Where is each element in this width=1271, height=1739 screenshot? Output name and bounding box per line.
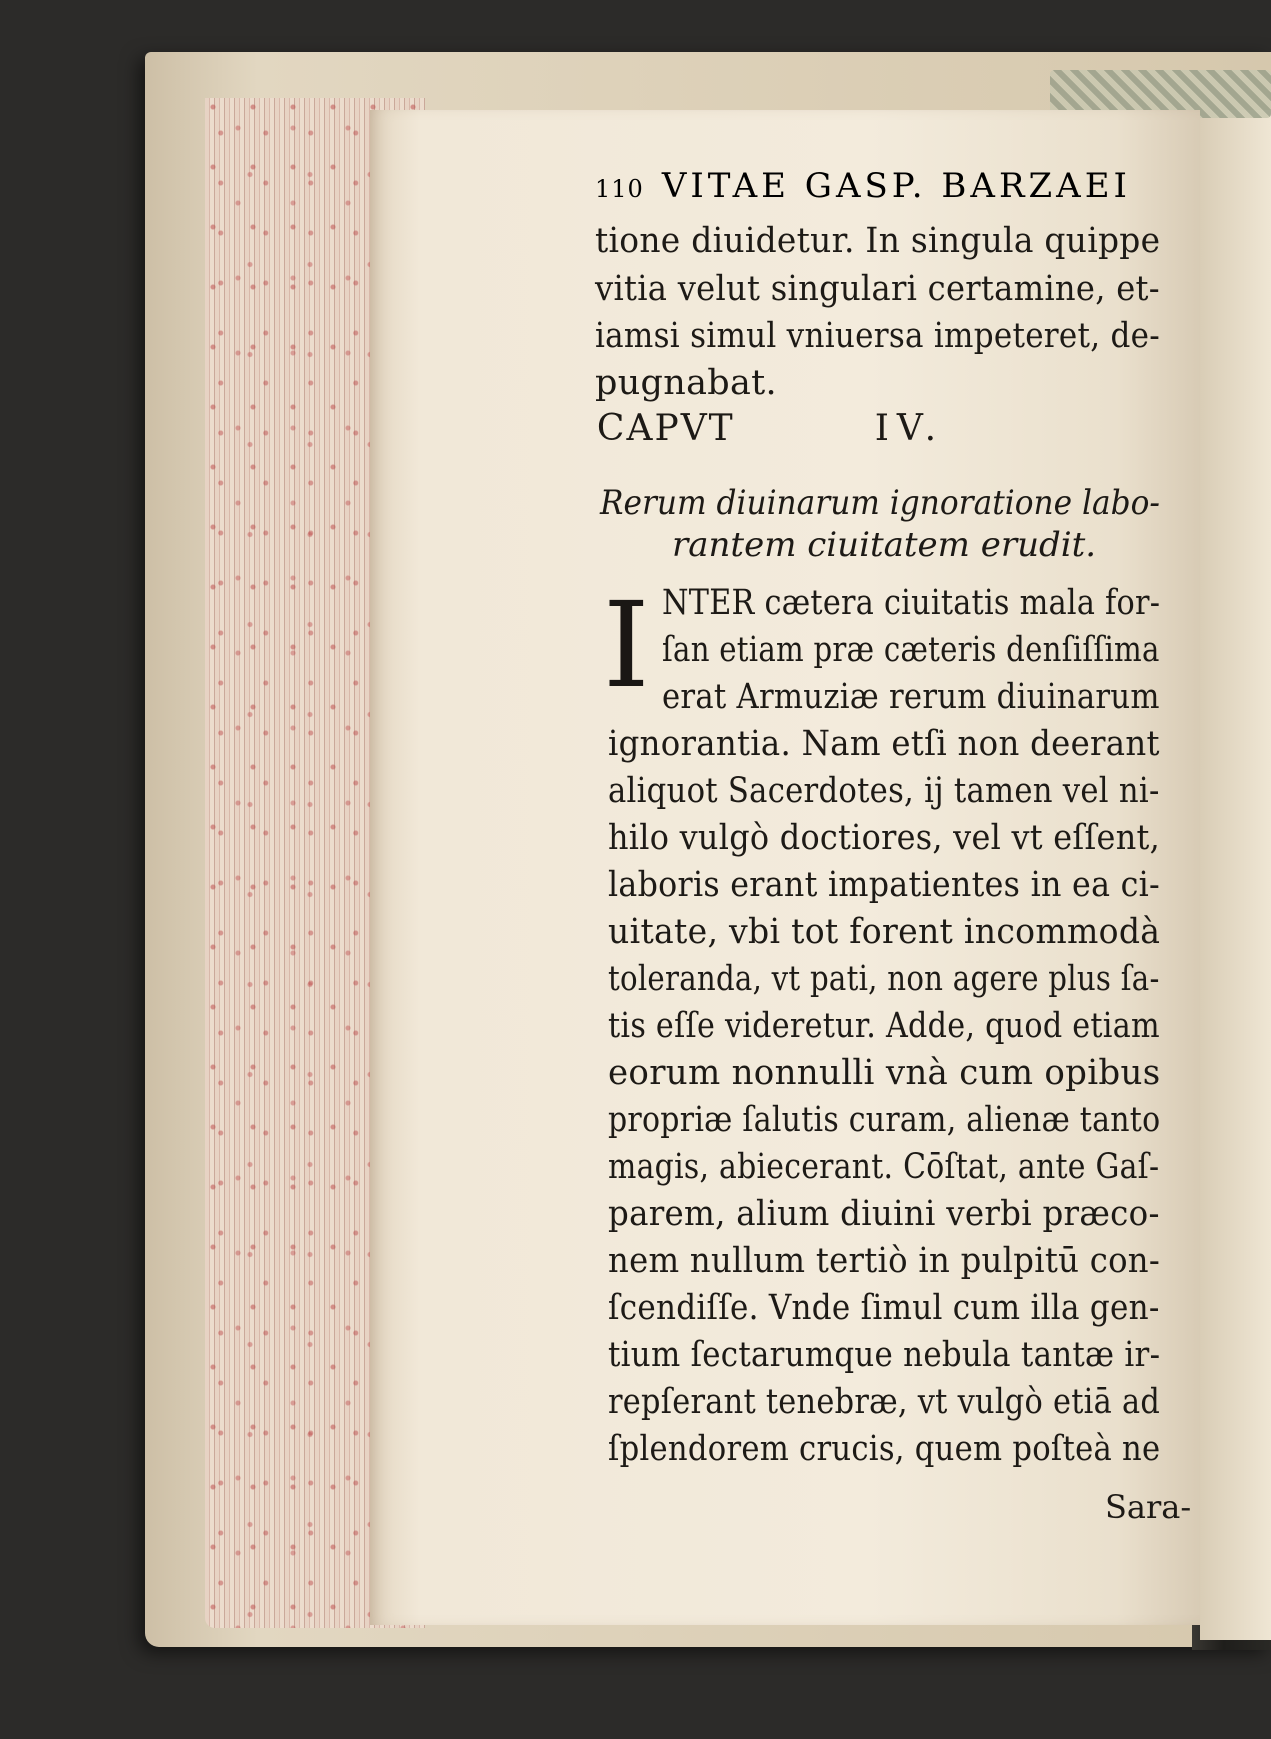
facing-page-edge (1200, 110, 1271, 1640)
text-line: parem, alium diuini verbi præco- (608, 1194, 1160, 1234)
catchword: Sara- (1105, 1488, 1192, 1526)
text-line: repſerant tenebræ, vt vulgò etiā ad (608, 1382, 1161, 1422)
text-line: uitate, vbi tot forent incommodà (608, 912, 1161, 952)
text-line: iamsi simul vniuersa impeteret, de- (595, 316, 1160, 356)
running-title: VITAE GASP. BARZAEI (661, 166, 1131, 206)
text-line: eorum nonnulli vnà cum opibus (608, 1053, 1161, 1093)
text-line: propriæ ſalutis curam, alienæ tanto (608, 1100, 1161, 1140)
text-line: hilo vulgò doctiores, vel vt eſſent, (608, 818, 1161, 858)
chapter-summary-line: rantem ciuitatem erudit. (672, 525, 1097, 565)
text-line: tis eſſe videretur. Adde, quod etiam (608, 1006, 1160, 1046)
text-line: ignorantia. Nam etſi non deerant (608, 724, 1160, 764)
text-line: ſplendorem crucis, quem poſteà ne (608, 1429, 1161, 1469)
text-line: ſcendiſſe. Vnde ſimul cum illa gen- (608, 1288, 1160, 1328)
text-line: nem nullum tertiò in pulpitū con- (608, 1241, 1161, 1281)
chapter-numeral: IV. (874, 408, 945, 449)
text-line: tium ſectarumque nebula tantæ ir- (608, 1335, 1161, 1375)
text-line: tione diuidetur. In singula quippe (595, 221, 1161, 261)
text-line: aliquot Sacerdotes, ij tamen vel ni- (608, 771, 1160, 811)
text-line: laboris erant impatientes in ea ci- (608, 865, 1161, 905)
text-line: erat Armuziæ rerum diuinarum (662, 677, 1160, 717)
text-line: vitia velut singulari certamine, et- (595, 269, 1160, 309)
running-head (595, 166, 1131, 212)
text-line: pugnabat. (595, 363, 777, 403)
chapter-heading (0, 408, 1271, 449)
text-line: NTER cætera ciuitatis mala for- (662, 583, 1161, 623)
chapter-label: CAPVT (596, 408, 735, 449)
text-line: toleranda, vt pati, non agere plus ſa- (608, 959, 1160, 999)
text-line: magis, abiecerant. Cōſtat, ante Gaſ- (608, 1147, 1160, 1187)
page-number: 110 (595, 175, 644, 203)
text-line: ſan etiam præ cæteris denſiſſima (662, 630, 1160, 670)
drop-capital: I (603, 576, 650, 714)
chapter-summary-line: Rerum diuinarum ignoratione labo- (600, 483, 1160, 523)
